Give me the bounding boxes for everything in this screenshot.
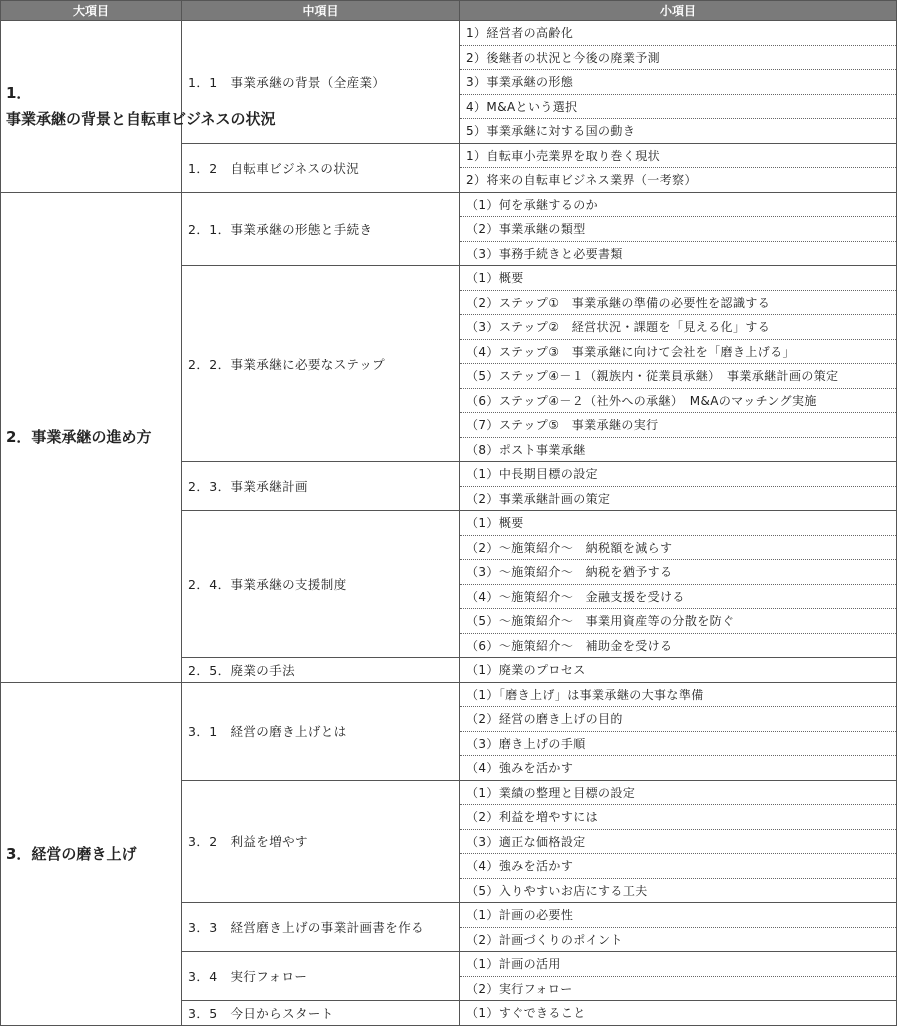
header-row <box>1 1 897 21</box>
middle-item: 2．5．廃業の手法 <box>182 658 460 683</box>
minor-item: （1）概要 <box>460 511 897 536</box>
minor-item: （1）業績の整理と目標の設定 <box>460 780 897 805</box>
minor-item: （1）すぐできること <box>460 1001 897 1026</box>
minor-item: （6）～施策紹介～ 補助金を受ける <box>460 633 897 658</box>
middle-item: 2．3．事業承継計画 <box>182 462 460 511</box>
minor-item: 2）後継者の状況と今後の廃業予測 <box>460 45 897 70</box>
minor-item: （4）ステップ③ 事業承継に向けて会社を「磨き上げる」 <box>460 339 897 364</box>
table-row <box>1 21 897 46</box>
minor-item: （3）適正な価格設定 <box>460 829 897 854</box>
minor-item: （2）事業承継の類型 <box>460 217 897 242</box>
minor-item: （5）～施策紹介～ 事業用資産等の分散を防ぐ <box>460 609 897 634</box>
major-item: 1．事業承継の背景と自転車ビジネスの状況 <box>1 21 182 193</box>
minor-item: （2）～施策紹介～ 納税額を減らす <box>460 535 897 560</box>
header-middle: 中項目 <box>182 1 460 21</box>
minor-item: （4）強みを活かす <box>460 756 897 781</box>
middle-item: 3．2 利益を増やす <box>182 780 460 903</box>
minor-item: 2）将来の自転車ビジネス業界（一考察） <box>460 168 897 193</box>
minor-item: （1）計画の活用 <box>460 952 897 977</box>
minor-item: （4）強みを活かす <box>460 854 897 879</box>
middle-item: 2．1．事業承継の形態と手続き <box>182 192 460 266</box>
middle-item: 2．4．事業承継の支援制度 <box>182 511 460 658</box>
table-row <box>1 192 897 217</box>
minor-item: 4）M&Aという選択 <box>460 94 897 119</box>
minor-item: （2）利益を増やすには <box>460 805 897 830</box>
middle-item: 1．1 事業承継の背景（全産業） <box>182 21 460 144</box>
middle-item: 2．2．事業承継に必要なステップ <box>182 266 460 462</box>
minor-item: （1）中長期目標の設定 <box>460 462 897 487</box>
minor-item: （1）「磨き上げ」は事業承継の大事な準備 <box>460 682 897 707</box>
minor-item: （3）磨き上げの手順 <box>460 731 897 756</box>
minor-item: （5）ステップ④－１（親族内・従業員承継） 事業承継計画の策定 <box>460 364 897 389</box>
table-body <box>1 21 897 1026</box>
minor-item: 5）事業承継に対する国の動き <box>460 119 897 144</box>
minor-item: （3）ステップ② 経営状況・課題を「見える化」する <box>460 315 897 340</box>
minor-item: （5）入りやすいお店にする工夫 <box>460 878 897 903</box>
minor-item: （1）廃業のプロセス <box>460 658 897 683</box>
middle-item: 3．3 経営磨き上げの事業計画書を作る <box>182 903 460 952</box>
minor-item: 1）経営者の高齢化 <box>460 21 897 46</box>
minor-item: （4）～施策紹介～ 金融支援を受ける <box>460 584 897 609</box>
minor-item: （2）経営の磨き上げの目的 <box>460 707 897 732</box>
middle-item: 1．2 自転車ビジネスの状況 <box>182 143 460 192</box>
minor-item: （3）～施策紹介～ 納税を猶予する <box>460 560 897 585</box>
middle-item: 3．4 実行フォロー <box>182 952 460 1001</box>
minor-item: （8）ポスト事業承継 <box>460 437 897 462</box>
middle-item: 3．5 今日からスタート <box>182 1001 460 1026</box>
minor-item: （2）ステップ① 事業承継の準備の必要性を認識する <box>460 290 897 315</box>
minor-item: （3）事務手続きと必要書類 <box>460 241 897 266</box>
table-row <box>1 682 897 707</box>
minor-item: （1）何を承継するのか <box>460 192 897 217</box>
minor-item: （7）ステップ⑤ 事業承継の実行 <box>460 413 897 438</box>
middle-item: 3．1 経営の磨き上げとは <box>182 682 460 780</box>
minor-item: （1）概要 <box>460 266 897 291</box>
minor-item: （2）実行フォロー <box>460 976 897 1001</box>
major-item: 3．経営の磨き上げ <box>1 682 182 1025</box>
minor-item: （1）計画の必要性 <box>460 903 897 928</box>
minor-item: （2）事業承継計画の策定 <box>460 486 897 511</box>
minor-item: （6）ステップ④－２（社外への承継） M&Aのマッチング実施 <box>460 388 897 413</box>
header-major: 大項目 <box>1 1 182 21</box>
minor-item: 3）事業承継の形態 <box>460 70 897 95</box>
minor-item: 1）自転車小売業界を取り巻く現状 <box>460 143 897 168</box>
minor-item: （2）計画づくりのポイント <box>460 927 897 952</box>
major-item: 2．事業承継の進め方 <box>1 192 182 682</box>
header-minor: 小項目 <box>460 1 897 21</box>
